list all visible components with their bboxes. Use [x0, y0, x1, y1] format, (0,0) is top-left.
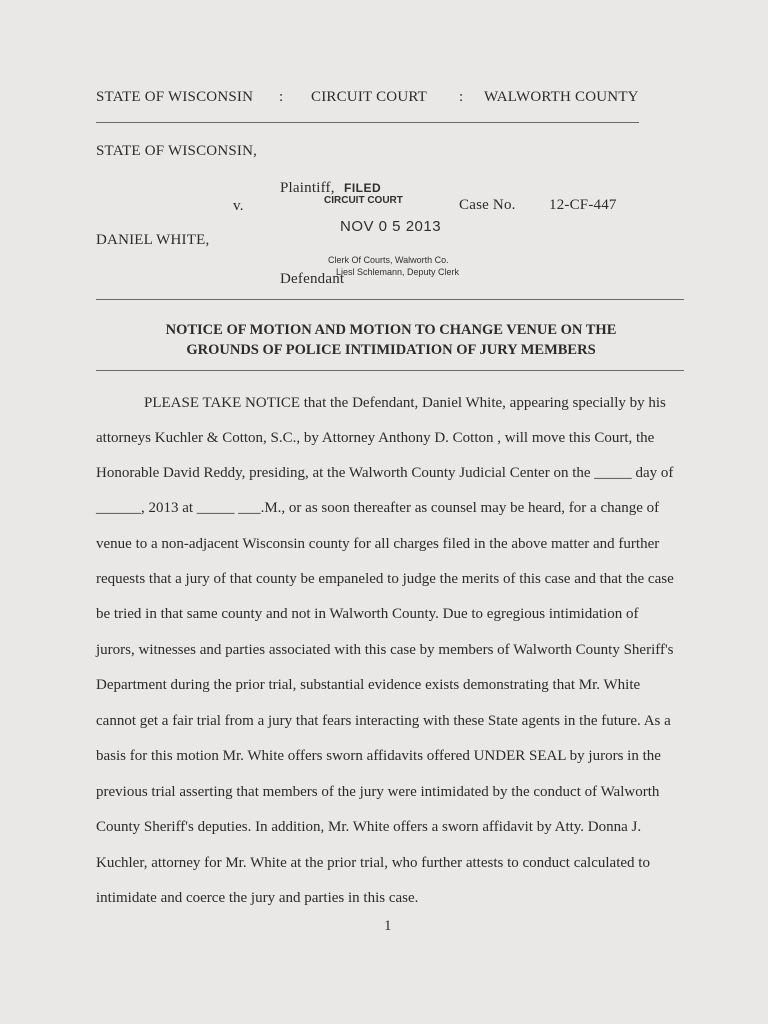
caption-state: STATE OF WISCONSIN [96, 89, 254, 105]
filed-stamp-clerk: Clerk Of Courts, Walworth Co. [328, 255, 449, 265]
parties-rule [96, 299, 684, 300]
caption-separator: : [279, 89, 284, 105]
plaintiff-name: STATE OF WISCONSIN, [96, 143, 258, 159]
body-line: be tried in that same county and not in Walworth County. Due to egregious intimidation of [96, 606, 639, 622]
filed-stamp-date: NOV 0 5 2013 [340, 218, 442, 235]
body-line: requests that a jury of that county be empaneled to judge the merits of this case and that the case [96, 571, 674, 587]
body-line: basis for this motion Mr. White offers sworn affidavits offered UNDER SEAL by jurors in the [96, 748, 661, 764]
body-line: intimidate and coerce the jury and parties in this case. [96, 890, 419, 906]
body-line: ______, 2013 at _____ ___.M., or as soon thereafter as counsel may be heard, for a change of [96, 500, 660, 516]
page-number: 1 [384, 918, 392, 934]
body-line: jurors, witnesses and parties associated with this case by members of Walworth County Sheriff's [96, 642, 674, 658]
caption-county: WALWORTH COUNTY [484, 89, 639, 105]
motion-title-line: GROUNDS OF POLICE INTIMIDATION OF JURY MEMBERS [186, 342, 596, 358]
body-line: attorneys Kuchler & Cotton, S.C., by Attorney Anthony D. Cotton , will move this Court, the [96, 430, 655, 446]
defendant-label: Defendant [280, 271, 345, 287]
caption-court: CIRCUIT COURT [311, 89, 428, 105]
body-line: Department during the prior trial, substantial evidence exists demonstrating that Mr. White [96, 677, 641, 693]
filed-stamp-deputy: Liesl Schlemann, Deputy Clerk [336, 267, 460, 277]
filed-stamp-title: FILED [344, 181, 382, 195]
case-number: 12-CF-447 [549, 197, 617, 213]
plaintiff-label: Plaintiff, [280, 180, 335, 196]
versus-label: v. [233, 198, 244, 214]
motion-title [96, 320, 686, 360]
title-rule [96, 370, 684, 371]
caption-separator: : [459, 89, 464, 105]
body-line: PLEASE TAKE NOTICE that the Defendant, Daniel White, appearing specially by his [144, 395, 666, 411]
body-line: cannot get a fair trial from a jury that fears interacting with these State agents in the future. As a [96, 713, 671, 729]
body-line: County Sheriff's deputies. In addition, Mr. White offers a sworn affidavit by Atty. Donna J. [96, 819, 642, 835]
body-line: Honorable David Reddy, presiding, at the Walworth County Judicial Center on the _____ day of [96, 465, 674, 481]
body-line: previous trial asserting that members of the jury were intimidated by the conduct of Walworth [96, 784, 660, 800]
caption-rule [96, 122, 639, 123]
defendant-name: DANIEL WHITE, [96, 232, 210, 248]
filed-stamp-court: CIRCUIT COURT [324, 195, 403, 206]
motion-title-line: NOTICE OF MOTION AND MOTION TO CHANGE VENUE ON THE [165, 322, 617, 338]
body-line: venue to a non-adjacent Wisconsin county for all charges filed in the above matter and further [96, 536, 660, 552]
body-line: Kuchler, attorney for Mr. White at the prior trial, who further attests to conduct calculated to [96, 855, 650, 871]
case-number-label: Case No. [459, 197, 516, 213]
